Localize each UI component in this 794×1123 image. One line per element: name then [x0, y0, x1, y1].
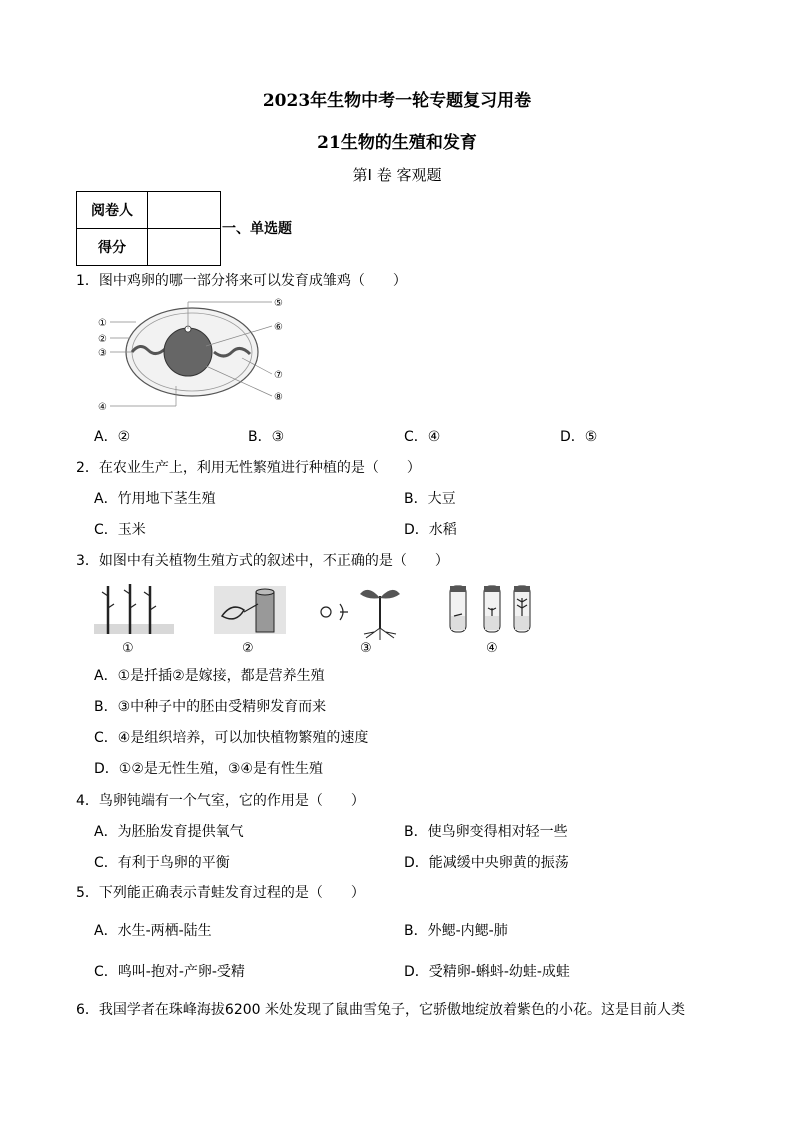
section-title: 一、单选题	[222, 221, 292, 237]
question-2-option-a[interactable]: A．竹用地下茎生殖	[94, 491, 216, 507]
egg-yolk	[164, 328, 212, 376]
question-4-option-b[interactable]: B．使鸟卵变得相对轻一些	[404, 824, 568, 840]
egg-label-6: ⑥	[274, 322, 283, 333]
egg-label-2: ②	[98, 334, 107, 345]
question-4-stem: 4．鸟卵钝端有一个气室，它的作用是（ ）	[76, 793, 365, 809]
question-2-option-c[interactable]: C．玉米	[94, 522, 146, 538]
score-cell	[148, 229, 221, 266]
score-table	[76, 191, 221, 266]
question-5-option-c[interactable]: C．鸣叫-抱对-产卵-受精	[94, 964, 245, 980]
egg-label-4: ④	[98, 402, 107, 413]
question-1-option-a[interactable]: A．②	[94, 429, 131, 445]
egg-label-8: ⑧	[274, 392, 283, 403]
question-3-option-d[interactable]: D．①②是无性生殖，③④是有性生殖	[94, 761, 323, 777]
exam-part-label: 第Ⅰ 卷 客观题	[352, 166, 442, 184]
plant-label-3: ③	[360, 641, 372, 654]
plant-label-2: ②	[242, 641, 254, 654]
question-3-option-c[interactable]: C．④是组织培养，可以加快植物繁殖的速度	[94, 730, 369, 746]
question-3-stem: 3．如图中有关植物生殖方式的叙述中，不正确的是（ ）	[76, 553, 449, 569]
cutting-illustration	[94, 584, 174, 634]
plant-label-4: ④	[486, 641, 498, 654]
question-5-option-a[interactable]: A．水生-两栖-陆生	[94, 923, 212, 939]
egg-label-3: ③	[98, 348, 107, 359]
question-5-stem: 5．下列能正确表示青蛙发育过程的是（ ）	[76, 885, 365, 901]
exam-subtitle: 21生物的生殖和发育	[317, 133, 477, 153]
question-6-stem: 6．我国学者在珠峰海拔6200 米处发现了鼠曲雪兔子，它骄傲地绽放着紫色的小花。这是目前人类	[76, 1002, 685, 1018]
question-1-option-b[interactable]: B．③	[248, 429, 285, 445]
plant-reproduction-figure	[94, 582, 554, 654]
egg-label-7: ⑦	[274, 370, 283, 381]
question-1-stem: 1．图中鸡卵的哪一部分将来可以发育成雏鸡（ ）	[76, 273, 407, 289]
egg-diagram	[96, 296, 296, 416]
egg-label-5: ⑤	[274, 298, 283, 309]
score-label: 得分	[77, 229, 148, 266]
question-4-option-a[interactable]: A．为胚胎发育提供氧气	[94, 824, 244, 840]
question-2-option-d[interactable]: D．水稻	[404, 522, 457, 538]
plant-label-1: ①	[122, 641, 134, 654]
question-4-option-d[interactable]: D．能减缓中央卵黄的振荡	[404, 855, 569, 871]
question-1-option-d[interactable]: D．⑤	[560, 429, 598, 445]
question-5-option-d[interactable]: D．受精卵-蝌蚪-幼蛙-成蛙	[404, 964, 570, 980]
egg-label-1: ①	[98, 318, 107, 329]
question-3-option-a[interactable]: A．①是扦插②是嫁接，都是营养生殖	[94, 668, 325, 684]
seedling-illustration	[321, 590, 400, 640]
tissue-culture-illustration	[450, 586, 530, 632]
question-3-option-b[interactable]: B．③中种子中的胚由受精卵发育而来	[94, 699, 327, 715]
question-2-option-b[interactable]: B．大豆	[404, 491, 456, 507]
reviewer-label: 阅卷人	[77, 192, 148, 229]
question-4-option-c[interactable]: C．有利于鸟卵的平衡	[94, 855, 230, 871]
reviewer-cell	[148, 192, 221, 229]
exam-title: 2023年生物中考一轮专题复习用卷	[262, 91, 532, 111]
grafting-illustration	[214, 586, 286, 634]
question-5-option-b[interactable]: B．外鳃-内鳃-肺	[404, 923, 508, 939]
question-2-stem: 2．在农业生产上，利用无性繁殖进行种植的是（ ）	[76, 460, 421, 476]
question-1-option-c[interactable]: C．④	[404, 429, 441, 445]
